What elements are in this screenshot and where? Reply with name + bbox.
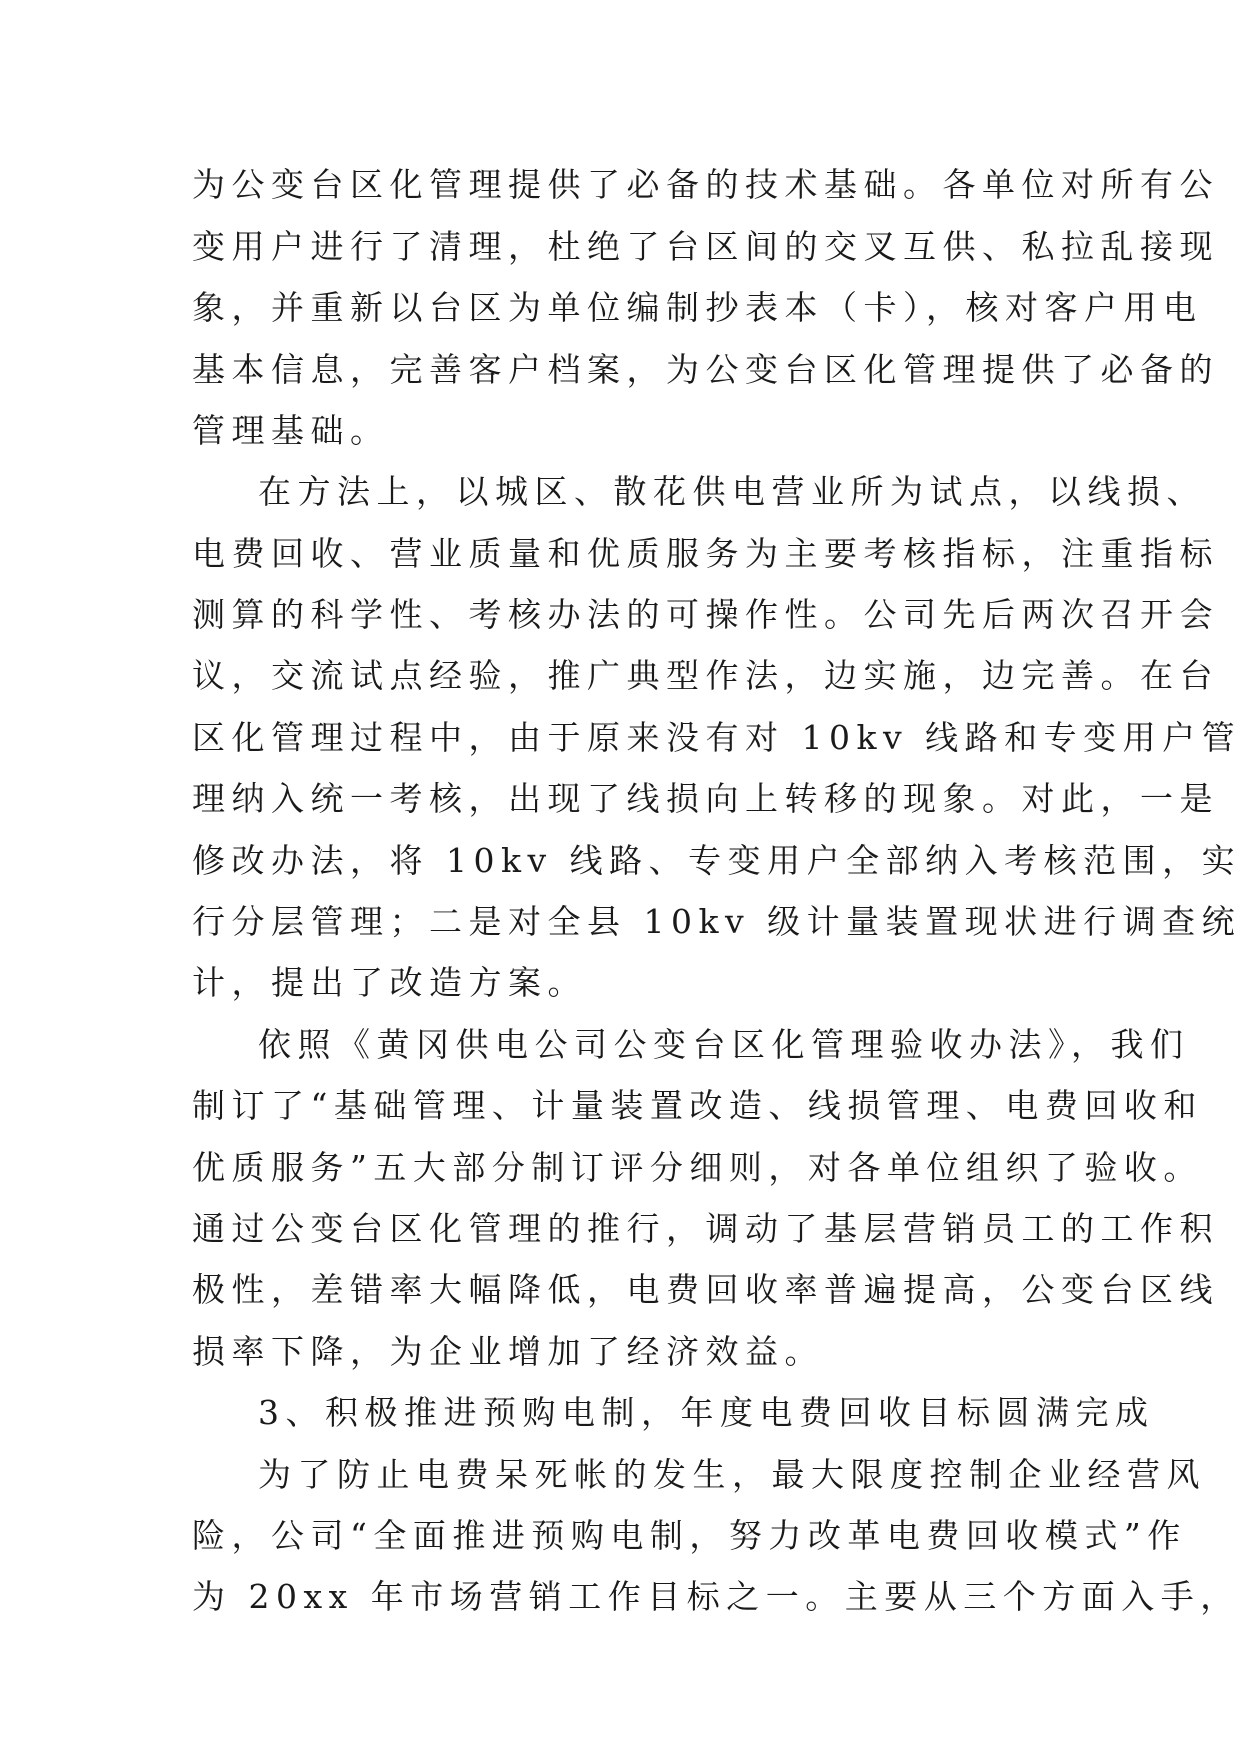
text-line: 电费回收、营业质量和优质服务为主要考核指标，注重指标 (192, 534, 1219, 573)
text-line: 优质服务”五大部分制订评分细则，对各单位组织了验收。 (192, 1148, 1203, 1187)
text-line: 极性，差错率大幅降低，电费回收率普遍提高，公变台区线 (192, 1270, 1219, 1309)
paragraph-first-line: 依照《黄冈供电公司公变台区化管理验收办法》，我们 (258, 1025, 1190, 1064)
text-line: 制订了“基础管理、计量装置改造、线损管理、电费回收和 (192, 1086, 1203, 1125)
text-line: 为公变台区化管理提供了必备的技术基础。各单位对所有公 (192, 165, 1219, 204)
text-line: 基本信息，完善客户档案，为公变台区化管理提供了必备的 (192, 350, 1219, 389)
paragraph-first-line: 为了防止电费呆死帐的发生，最大限度控制企业经营风 (258, 1455, 1206, 1494)
text-line: 变用户进行了清理，杜绝了台区间的交叉互供、私拉乱接现 (192, 227, 1219, 266)
text-line: 为 20xx 年市场营销工作目标之一。主要从三个方面入手， (192, 1577, 1240, 1616)
text-line: 议，交流试点经验，推广典型作法，边实施，边完善。在台 (192, 656, 1219, 695)
text-line: 测算的科学性、考核办法的可操作性。公司先后两次召开会 (192, 595, 1219, 634)
text-line: 损率下降，为企业增加了经济效益。 (192, 1332, 824, 1371)
text-line: 象，并重新以台区为单位编制抄表本（卡），核对客户用电 (192, 288, 1203, 327)
paragraph-first-line: 在方法上，以城区、散花供电营业所为试点，以线损、 (258, 472, 1206, 511)
text-line: 险，公司“全面推进预购电制，努力改革电费回收模式”作 (192, 1516, 1187, 1555)
text-line: 行分层管理；二是对全县 10kv 级计量装置现状进行调查统 (192, 902, 1241, 941)
text-line: 计，提出了改造方案。 (192, 963, 587, 1002)
text-line: 管理基础。 (192, 411, 390, 450)
text-line: 理纳入统一考核，出现了线损向上转移的现象。对此，一是 (192, 779, 1219, 818)
text-line: 通过公变台区化管理的推行，调动了基层营销员工的工作积 (192, 1209, 1219, 1248)
text-line: 修改办法，将 10kv 线路、专变用户全部纳入考核范围，实 (192, 841, 1241, 880)
text-line: 区化管理过程中，由于原来没有对 10kv 线路和专变用户管 (192, 718, 1241, 757)
section-heading: 3、积极推进预购电制，年度电费回收目标圆满完成 (258, 1393, 1155, 1432)
